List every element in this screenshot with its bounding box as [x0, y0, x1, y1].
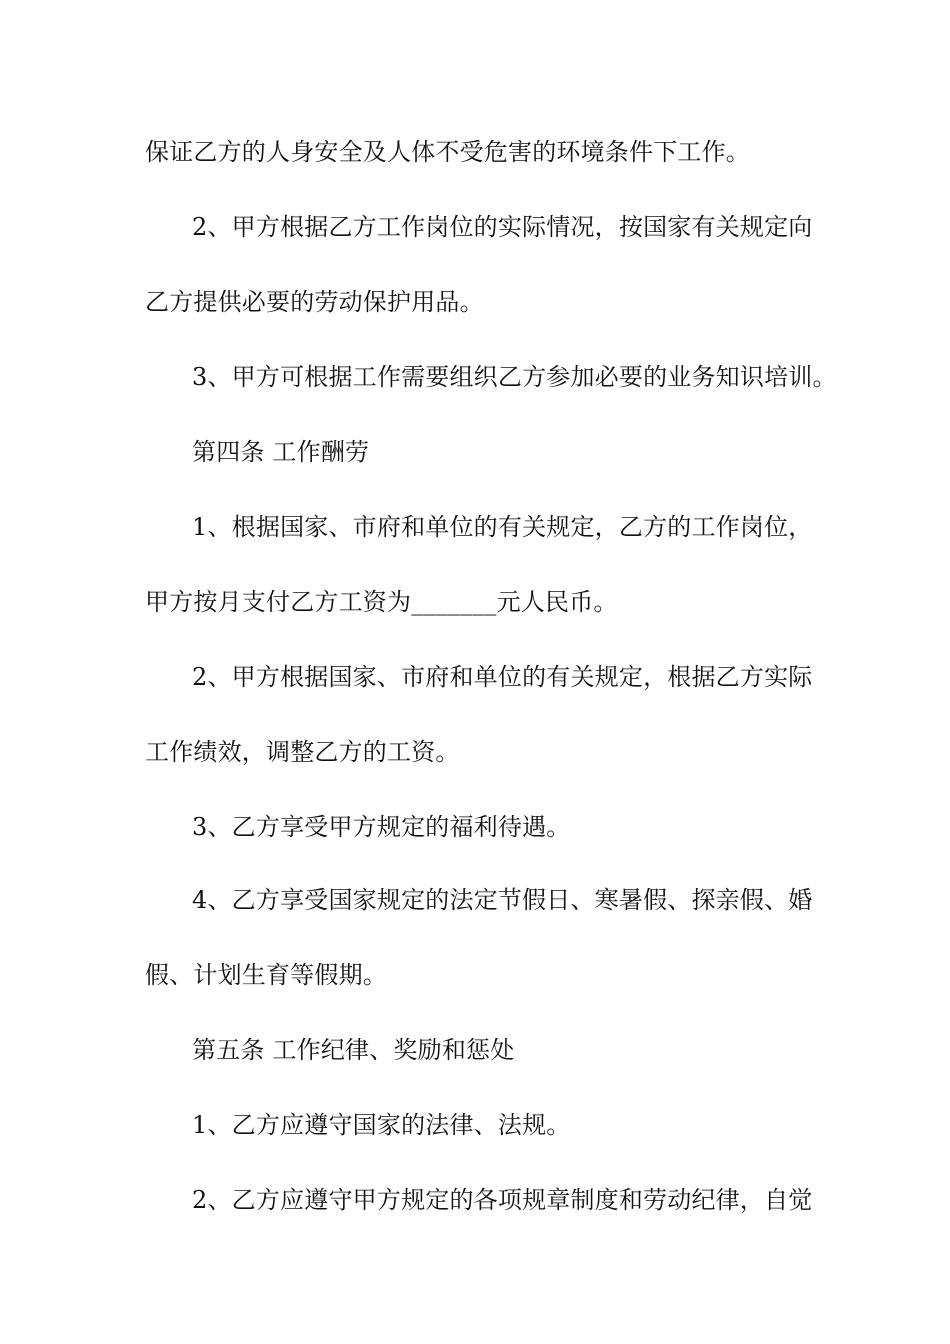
section-heading-article-5: 第五条 工作纪律、奖励和惩处	[192, 1036, 515, 1064]
paragraph-line-continuation: 假、计划生育等假期。	[145, 961, 387, 989]
paragraph-line-continuation: 乙方提供必要的劳动保护用品。	[145, 288, 484, 316]
paragraph-line-clause-2: 2、甲方根据国家、市府和单位的有关规定，根据乙方实际	[192, 663, 813, 691]
paragraph-line-continuation: 保证乙方的人身安全及人体不受危害的环境条件下工作。	[145, 138, 750, 166]
paragraph-line-clause-3: 3、乙方享受甲方规定的福利待遇。	[192, 813, 571, 841]
paragraph-line-clause-1: 1、乙方应遵守国家的法律、法规。	[192, 1111, 571, 1139]
paragraph-line-continuation: 工作绩效，调整乙方的工资。	[145, 738, 460, 766]
paragraph-line-clause-2: 2、甲方根据乙方工作岗位的实际情况，按国家有关规定向	[192, 213, 813, 241]
paragraph-line-clause-4: 4、乙方享受国家规定的法定节假日、寒暑假、探亲假、婚	[192, 886, 813, 914]
paragraph-line-clause-3: 3、甲方可根据工作需要组织乙方参加必要的业务知识培训。	[192, 363, 837, 391]
paragraph-line-clause-2: 2、乙方应遵守甲方规定的各项规章制度和劳动纪律，自觉	[192, 1186, 813, 1214]
paragraph-line-clause-1: 1、根据国家、市府和单位的有关规定，乙方的工作岗位，	[192, 513, 813, 541]
paragraph-line-continuation: 甲方按月支付乙方工资为_______元人民币。	[145, 588, 618, 616]
section-heading-article-4: 第四条 工作酬劳	[192, 438, 370, 466]
